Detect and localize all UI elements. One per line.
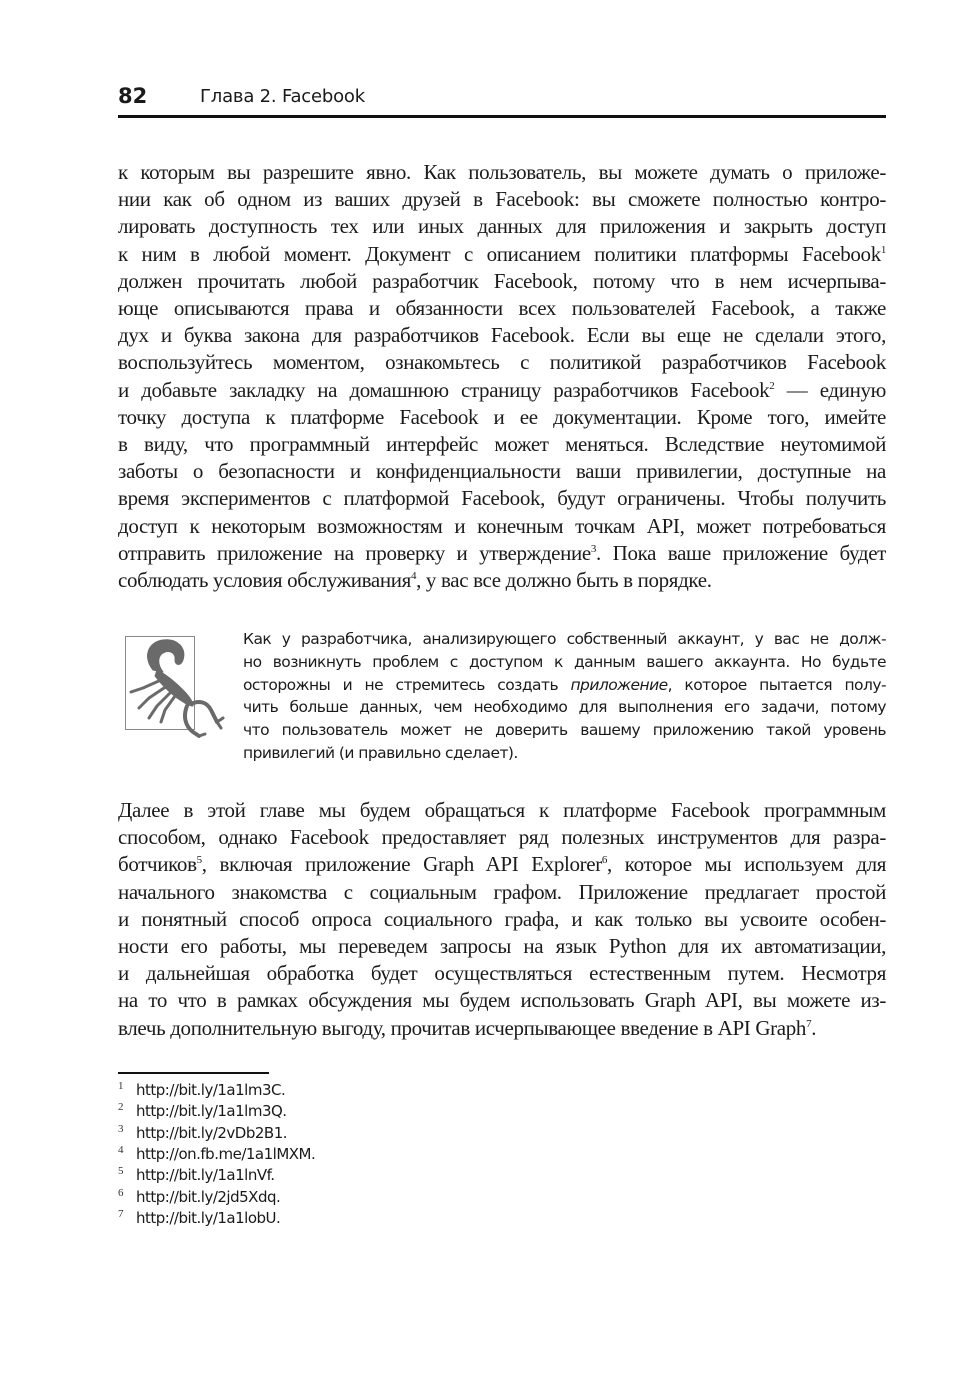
note-line [243, 721, 886, 743]
footnote-ref: 4 [410, 570, 417, 582]
footnote-number: 1 [118, 1080, 124, 1092]
line-text: дух и буква закона для разработчиков Facebook. Если вы еще не сделали этого, [118, 323, 886, 348]
body-line [118, 825, 886, 852]
body-line [118, 405, 886, 432]
line-text-cont: . [811, 1015, 817, 1040]
body-line [118, 269, 886, 296]
line-text: в виду, что программный интерфейс может меняться. Вследствие неутомимой [118, 432, 886, 456]
header-rule [118, 115, 886, 118]
line-text: ботчиков [118, 852, 197, 877]
body-line [118, 541, 886, 568]
note-line [243, 744, 886, 766]
footnote-number: 2 [118, 1101, 124, 1114]
line-text: должен прочитать любой разработчик Facebook, потому что в нем исчерпыва- [118, 268, 886, 293]
body-line [118, 798, 886, 825]
line-text: и дальнейшая обработка будет осуществляться естественным путем. Несмотря [118, 961, 886, 986]
footnote-number: 5 [118, 1165, 124, 1178]
footnote-ref: 2 [769, 379, 775, 392]
body-line [118, 378, 886, 405]
line-text: осторожны и не стремитесь создать [243, 675, 571, 694]
footnote-rule [118, 1072, 269, 1074]
line-text-cont: , которое пытается полу- [667, 675, 886, 694]
footnote-number: 3 [118, 1122, 124, 1135]
running-head: Глава 2. Facebook [200, 86, 365, 107]
line-text-cont: , у вас все должно быть в порядке. [416, 568, 712, 592]
footnote-number: 7 [118, 1207, 124, 1220]
note-line [243, 676, 886, 698]
line-text: отправить приложение на проверку и утверждение [118, 540, 591, 565]
body-line [118, 514, 886, 541]
line-text: на то что в рамках обсуждения мы будем использовать Graph API, вы можете из- [118, 988, 886, 1013]
footnote-ref: 5 [196, 854, 202, 867]
line-text: Как у разработчика, анализирующего собственный аккаунт, у вас не долж- [243, 630, 886, 648]
footnote-link[interactable]: http://bit.ly/2vDb2B1. [136, 1123, 288, 1142]
footnote-number: 6 [118, 1186, 124, 1199]
body-line [118, 880, 886, 907]
footnote-link[interactable]: http://bit.ly/2jd5Xdq. [136, 1187, 281, 1206]
note-line [243, 698, 886, 720]
footnote-number: 4 [118, 1143, 124, 1156]
page-number: 82 [118, 84, 148, 108]
body-line [118, 459, 886, 486]
body-line [118, 296, 886, 323]
line-text: и добавьте закладку на домашнюю страницу разработчиков Facebook [118, 377, 770, 402]
footnote-link[interactable]: http://bit.ly/1a1lnVf. [136, 1166, 275, 1185]
footnote-link[interactable]: http://bit.ly/1a1lobU. [136, 1208, 281, 1227]
line-text-cont: — единую [774, 377, 886, 402]
body-line [118, 1016, 886, 1043]
line-text-cont: , которое мы используем для [607, 852, 887, 877]
line-text: соблюдать условия обслуживания [118, 568, 411, 592]
line-text-cont: , включая приложение Graph API Explorer [201, 852, 602, 877]
line-text: доступ к некоторым возможностям и конечным точкам API, может потребоваться [118, 513, 886, 538]
footnote-ref: 7 [806, 1017, 812, 1030]
body-line [118, 907, 886, 934]
footnote-ref: 3 [590, 542, 597, 555]
line-text: начального знакомства с социальным графом. Приложение предлагает простой [118, 879, 886, 904]
body-line [118, 160, 886, 187]
footnote-ref: 6 [601, 854, 608, 867]
body-line [118, 242, 886, 269]
line-text: привилегий (и правильно сделает). [243, 744, 518, 762]
scorpion-icon [113, 630, 225, 738]
body-line [118, 432, 886, 459]
footnote-link[interactable]: http://on.fb.me/1a1lMXM. [136, 1144, 316, 1163]
line-text: воспользуйтесь моментом, ознакомьтесь с политикой разработчиков Facebook [118, 350, 886, 375]
body-line [118, 187, 886, 214]
body-line [118, 214, 886, 241]
body-line [118, 961, 886, 988]
body-line [118, 486, 886, 513]
line-text: но возникнуть проблем с доступом к данным вашего аккаунта. Но будьте [243, 652, 886, 671]
body-line [118, 350, 886, 377]
body-line [118, 852, 886, 879]
body-line [118, 934, 886, 961]
line-text: к ним в любой момент. Документ с описанием политики платформы Facebook [118, 241, 881, 266]
body-line [118, 568, 886, 595]
footnote-ref: 1 [880, 243, 886, 256]
line-text: Далее в этой главе мы будем обращаться к платформе Facebook программным [118, 798, 886, 822]
line-text: и понятный способ опроса социального графа, и как только вы усвоите особен- [118, 906, 886, 931]
line-text: нии как об одном из ваших друзей в Facebook: вы сможете полностью контро- [118, 187, 886, 212]
line-text: точку доступа к платформе Facebook и ее документации. Кроме того, имейте [118, 404, 886, 429]
line-text: что пользователь может не доверить вашему приложению такой уровень [243, 721, 886, 740]
line-text: ности его работы, мы переведем запросы на язык Python для их автоматизации, [118, 934, 886, 958]
footnote-link[interactable]: http://bit.ly/1a1lm3C. [136, 1081, 286, 1099]
line-text: юще описываются права и обязанности всех пользователей Facebook, а также [118, 296, 886, 320]
note-line [243, 630, 886, 652]
line-text: время экспериментов с платформой Facebook, будут ограничены. Чтобы получить [118, 486, 886, 511]
line-text: способом, однако Facebook предоставляет ряд полезных инструментов для разра- [118, 825, 886, 850]
note-line [243, 653, 886, 675]
line-text: лировать доступность тех или иных данных для приложения и закрыть доступ [118, 214, 886, 239]
line-text: заботы о безопасности и конфиденциальности ваши привилегии, доступные на [118, 459, 886, 484]
line-text-cont: . Пока ваше приложение будет [596, 540, 886, 565]
body-line [118, 988, 886, 1015]
emphasis-text: приложение [570, 675, 668, 694]
line-text: к которым вы разрешите явно. Как пользователь, вы можете думать о приложе- [118, 160, 886, 184]
body-line [118, 323, 886, 350]
footnote-link[interactable]: http://bit.ly/1a1lm3Q. [136, 1102, 287, 1121]
line-text: влечь дополнительную выгоду, прочитав исчерпывающее введение в API Graph [118, 1015, 807, 1040]
line-text: чить больше данных, чем необходимо для выполнения его задачи, потому [243, 698, 886, 717]
